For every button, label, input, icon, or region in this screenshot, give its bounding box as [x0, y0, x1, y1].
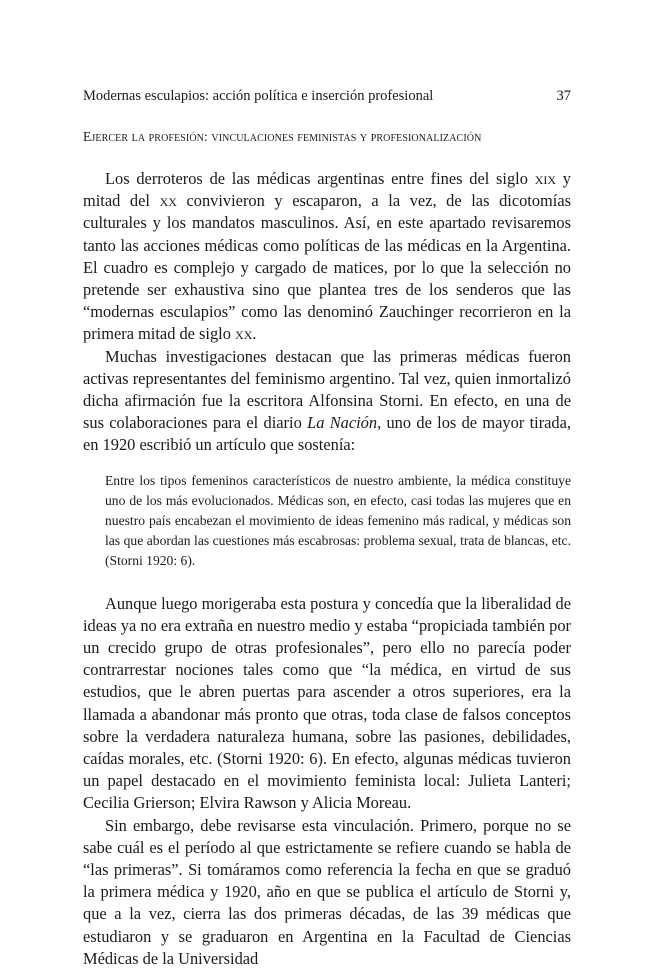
running-head	[83, 86, 571, 106]
block-quote	[105, 471, 571, 571]
block-quote-text: Entre los tipos femeninos característicos de nuestro ambiente, la médica constituye uno de los más evolucionados. Médicas son, en efecto, casi todas las mujeres que en nuestro país encabezan el movimiento de ideas femenino más radical, y médicas son las que abordan las cuestiones más escabrosas: problema sexual, trata de blancas, etc. (Storni 1920: 6).	[105, 472, 571, 568]
paragraph-4: Sin embargo, debe revisarse esta vinculación. Primero, porque no se sabe cuál es el período al que estrictamente se refiere cuando se habla de “las primeras”. Si tomáramos como referencia la fecha en que se graduó la primera médica y 1920, año en que se publica el artículo de Storni y, que a la vez, cierra las dos primeras décadas, de las 39 médicas que estudiaron y se graduaron en Argentina en la Facultad de Ciencias Médicas de la Universidad	[83, 815, 571, 968]
page-number: 37	[556, 88, 571, 104]
paragraph-1-text-c: convivieron y escaparon, a la vez, de las dicotomías culturales y los mandatos masculinos. Así, en este apartado revisaremos tanto las acciones médicas como políticas de las médicas en la Argentina. El cuadro es complejo y cargado de matices, por lo que la selección no pretende ser exhaustiva sino que plantea tres de los senderos que las “modernas esculapios” como las denominó Zauchinger recorrieron en la primera mitad de siglo	[83, 191, 571, 344]
paragraph-2-text-b: , uno de los de mayor tirada, en 1920 escribió un artículo que sostenía:	[83, 413, 571, 455]
paragraph-1	[83, 168, 571, 346]
paragraph-1-text-d: .	[252, 324, 257, 344]
newspaper-title: La Nación	[307, 413, 378, 433]
paragraph-1-text-b: y mitad del	[83, 169, 571, 211]
running-head-title: Modernas esculapios: acción política e inserción profesional	[83, 88, 434, 104]
century-xx-second: xx	[235, 324, 253, 344]
paragraph-3: Aunque luego morigeraba esta postura y concedía que la liberalidad de ideas ya no era extraña en nuestro medio y estaba “propiciada también por un crecido grupo de otras profesionales”, pero ello no parecía poder contrarrestar nociones tales como que “la médica, en virtud de sus estudios, que le abren puertas para ascender a otros superiores, era la llamada a abandonar más pronto que otras, toda clase de falsos conceptos sobre la verdadera naturaleza humana, sobre las pasiones, debilidades, caídas morales, etc. (Storni 1920: 6). En efecto, algunas médicas tuvieron un papel destacado en el movimiento feminista local: Julieta Lanteri; Cecilia Grierson; Elvira Rawson y Alicia Moreau.	[83, 593, 571, 813]
paragraph-2	[83, 346, 571, 457]
section-heading: Ejercer la profesión: vinculaciones feministas y profesionalización	[83, 129, 482, 144]
century-xix: xix	[534, 169, 557, 188]
body-text	[83, 168, 571, 970]
paragraph-2-text-a: Muchas investigaciones destacan que las primeras médicas fueron activas representantes del feminismo argentino. Tal vez, quien inmortalizó dicha afirmación fue la escritora Alfonsina Storni. En efecto, en una de sus colaboraciones para el diario	[83, 346, 571, 433]
century-xx: xx	[159, 191, 177, 211]
book-page	[83, 86, 571, 970]
paragraph-1-text-a: Los derroteros de las médicas argentinas entre fines del siglo	[105, 169, 535, 188]
